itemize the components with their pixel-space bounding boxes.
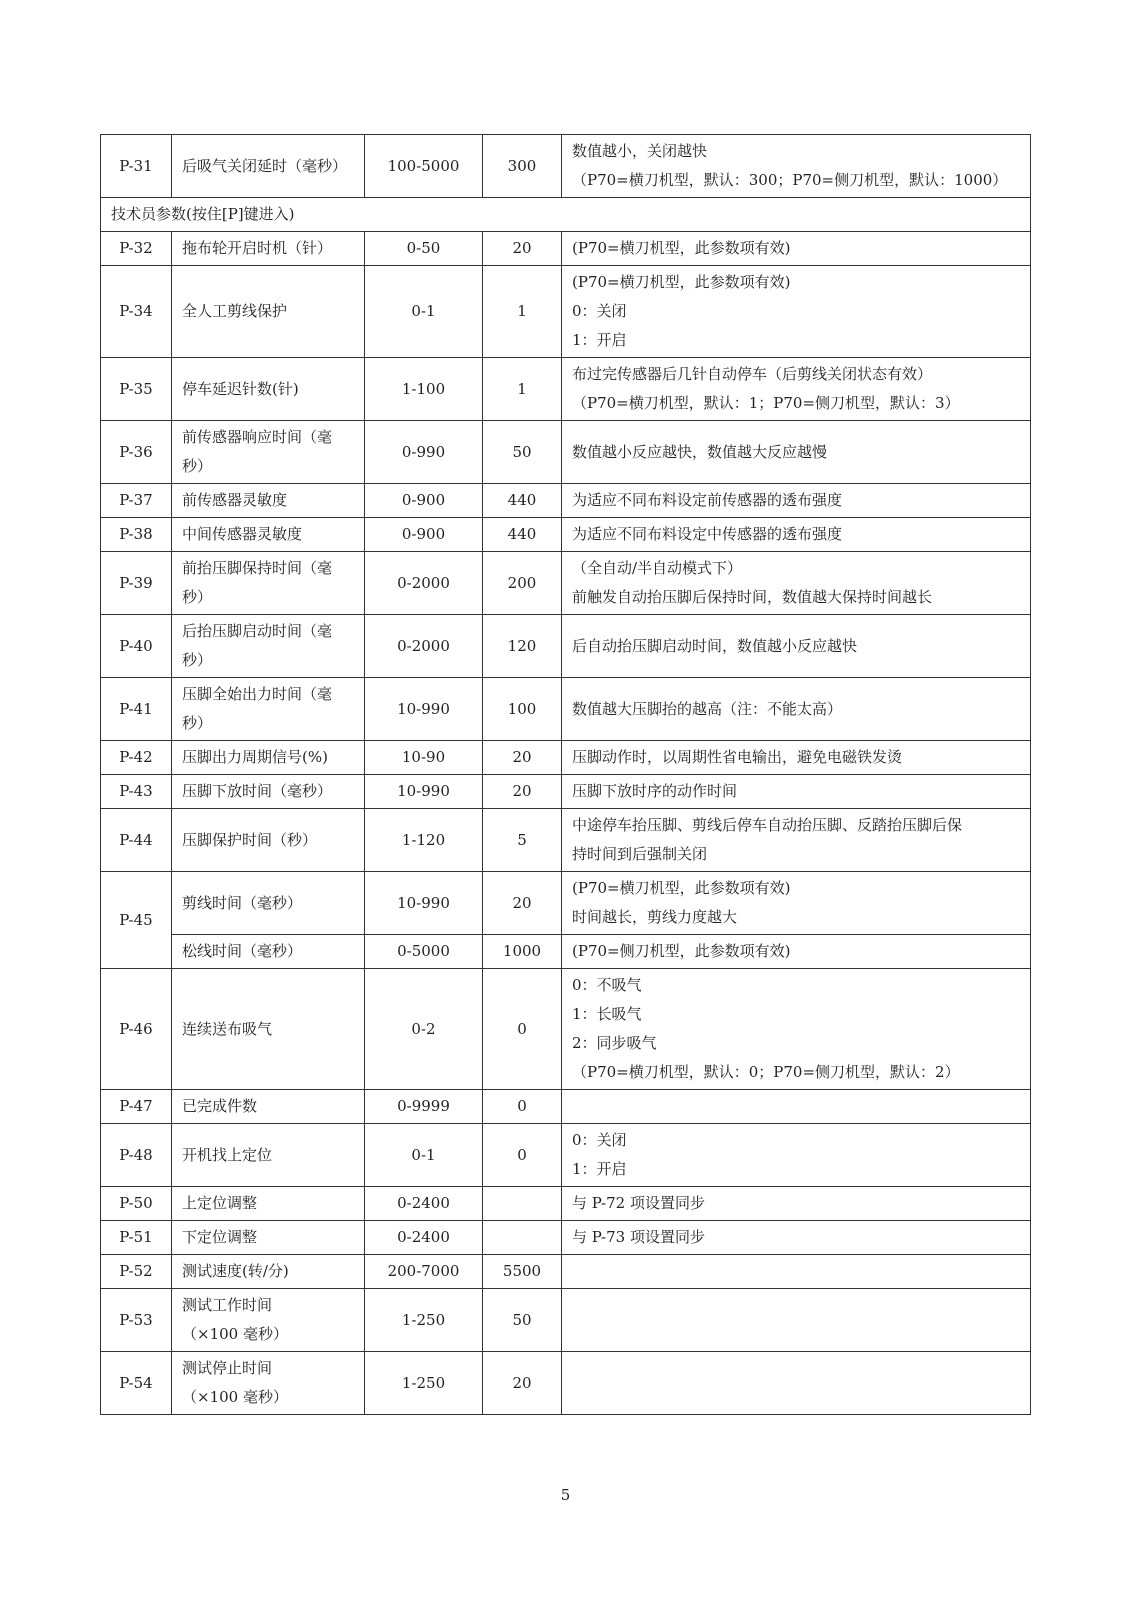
param-default: 1	[483, 358, 562, 421]
param-name	[172, 615, 365, 678]
param-description-line: 持时间到后强制关闭	[572, 845, 708, 863]
param-default: 120	[483, 615, 562, 678]
param-name	[172, 232, 365, 266]
param-range: 0-50	[365, 232, 483, 266]
param-description	[562, 518, 1031, 552]
section-title: 技术员参数(按住[P]键进入)	[101, 198, 1031, 232]
param-default: 440	[483, 518, 562, 552]
param-range: 1-250	[365, 1289, 483, 1352]
param-name	[172, 935, 365, 969]
param-description	[562, 809, 1031, 872]
param-range: 0-9999	[365, 1090, 483, 1124]
section-row	[101, 198, 1031, 232]
param-name-line: 秒）	[182, 457, 213, 475]
param-description	[562, 615, 1031, 678]
param-name-line: 秒）	[182, 714, 213, 732]
param-description-line: 时间越长，剪线力度越大	[572, 908, 738, 926]
param-description-line: 为适应不同布料设定中传感器的透布强度	[572, 525, 843, 543]
param-name-line: 压脚下放时间（毫秒）	[182, 782, 333, 800]
param-range: 10-90	[365, 741, 483, 775]
param-description	[562, 266, 1031, 358]
param-code: P-34	[101, 266, 172, 358]
param-code: P-54	[101, 1352, 172, 1415]
param-range: 0-1	[365, 1124, 483, 1187]
param-description	[562, 1352, 1031, 1415]
param-range: 0-2	[365, 969, 483, 1090]
table-row	[101, 935, 1031, 969]
param-description-line: （全自动/半自动模式下）	[572, 559, 743, 577]
param-default: 50	[483, 421, 562, 484]
param-name-line: 前抬压脚保持时间（毫	[182, 559, 333, 577]
param-default: 5	[483, 809, 562, 872]
param-code: P-35	[101, 358, 172, 421]
param-name-line: （×100 毫秒）	[182, 1325, 288, 1343]
param-name	[172, 775, 365, 809]
param-default: 1	[483, 266, 562, 358]
param-description-line: （P70=横刀机型，默认：1；P70=侧刀机型，默认：3）	[572, 394, 960, 412]
param-name-line: 后抬压脚启动时间（毫	[182, 622, 333, 640]
table-body-before	[101, 135, 1031, 198]
param-name-line: 压脚保护时间（秒）	[182, 830, 318, 849]
table-row	[101, 484, 1031, 518]
param-description-line: (P70=横刀机型，此参数项有效)	[572, 879, 791, 897]
param-code: P-42	[101, 741, 172, 775]
param-range: 0-1	[365, 266, 483, 358]
param-name	[172, 1255, 365, 1289]
param-description-line: （P70=横刀机型，默认：0；P70=侧刀机型，默认：2）	[572, 1063, 960, 1081]
param-code: P-43	[101, 775, 172, 809]
param-name	[172, 421, 365, 484]
param-default: 5500	[483, 1255, 562, 1289]
param-description-line: 1：开启	[572, 1160, 627, 1178]
table-row	[101, 678, 1031, 741]
param-description	[562, 135, 1031, 198]
param-code: P-31	[101, 135, 172, 198]
param-description	[562, 1124, 1031, 1187]
param-default: 20	[483, 775, 562, 809]
param-description-line: 2：同步吸气	[572, 1034, 657, 1052]
table-row	[101, 232, 1031, 266]
param-description-line: 0：不吸气	[572, 976, 642, 994]
param-description-line: 0：关闭	[572, 302, 627, 320]
param-description	[562, 1289, 1031, 1352]
parameter-table	[100, 134, 1031, 1415]
param-description-line: 数值越小，关闭越快	[572, 142, 708, 160]
table-row	[101, 518, 1031, 552]
param-code: P-46	[101, 969, 172, 1090]
param-description-line: 布过完传感器后几针自动停车（后剪线关闭状态有效）	[572, 365, 933, 383]
param-name-line: 上定位调整	[182, 1194, 258, 1212]
param-description	[562, 969, 1031, 1090]
param-code: P-53	[101, 1289, 172, 1352]
param-name	[172, 678, 365, 741]
table-row	[101, 615, 1031, 678]
table-row	[101, 1221, 1031, 1255]
param-name	[172, 1090, 365, 1124]
param-name-line: 剪线时间（毫秒）	[182, 893, 303, 912]
param-name-line: 下定位调整	[182, 1228, 258, 1246]
param-description-line: 压脚动作时，以周期性省电输出，避免电磁铁发烫	[572, 748, 903, 766]
table-row	[101, 1352, 1031, 1415]
param-name	[172, 1352, 365, 1415]
table-row	[101, 809, 1031, 872]
param-description-line: (P70=横刀机型，此参数项有效)	[572, 273, 791, 291]
table-row	[101, 266, 1031, 358]
param-description-line: 中途停车抬压脚、剪线后停车自动抬压脚、反踏抬压脚后保	[572, 816, 963, 834]
param-name	[172, 1289, 365, 1352]
param-description-line: 0：关闭	[572, 1131, 627, 1149]
param-description	[562, 484, 1031, 518]
param-description-line: 与 P-72 项设置同步	[572, 1194, 705, 1212]
param-default: 20	[483, 872, 562, 935]
param-code: P-36	[101, 421, 172, 484]
param-description-line: 1：长吸气	[572, 1005, 642, 1023]
param-name-line: 开机找上定位	[182, 1145, 273, 1164]
param-description-line: 与 P-73 项设置同步	[572, 1228, 705, 1246]
table-row	[101, 741, 1031, 775]
param-name-line: 测试工作时间	[182, 1296, 273, 1314]
param-default: 0	[483, 969, 562, 1090]
param-name-line: 全人工剪线保护	[182, 302, 288, 320]
table-body-after	[101, 232, 1031, 1415]
param-description	[562, 421, 1031, 484]
param-range: 0-2000	[365, 615, 483, 678]
param-description-line: 数值越大压脚抬的越高（注：不能太高）	[572, 699, 843, 718]
param-description	[562, 232, 1031, 266]
param-description	[562, 552, 1031, 615]
param-name-line: 前传感器响应时间（毫	[182, 428, 333, 446]
param-name	[172, 741, 365, 775]
param-range: 0-2000	[365, 552, 483, 615]
param-name	[172, 358, 365, 421]
param-code: P-50	[101, 1187, 172, 1221]
param-code: P-44	[101, 809, 172, 872]
param-description	[562, 741, 1031, 775]
param-range: 1-120	[365, 809, 483, 872]
param-code: P-32	[101, 232, 172, 266]
param-code: P-38	[101, 518, 172, 552]
param-default: 20	[483, 1352, 562, 1415]
param-name-line: 停车延迟针数(针)	[182, 379, 299, 398]
param-name	[172, 552, 365, 615]
param-description-line: (P70=侧刀机型，此参数项有效)	[572, 942, 791, 960]
table-row	[101, 552, 1031, 615]
table-row	[101, 1187, 1031, 1221]
param-description	[562, 678, 1031, 741]
param-code: P-51	[101, 1221, 172, 1255]
param-description-line: 后自动抬压脚启动时间，数值越小反应越快	[572, 636, 858, 655]
param-name-line: 前传感器灵敏度	[182, 491, 288, 509]
param-name	[172, 1187, 365, 1221]
param-code: P-45	[101, 872, 172, 969]
param-description	[562, 775, 1031, 809]
param-name-line: 松线时间（毫秒）	[182, 942, 303, 960]
param-description-line: 压脚下放时序的动作时间	[572, 782, 738, 800]
param-default: 1000	[483, 935, 562, 969]
param-description-line: (P70=横刀机型，此参数项有效)	[572, 239, 791, 257]
param-range: 1-100	[365, 358, 483, 421]
param-range: 10-990	[365, 775, 483, 809]
param-code: P-52	[101, 1255, 172, 1289]
param-range: 10-990	[365, 872, 483, 935]
param-name-line: 连续送布吸气	[182, 1019, 273, 1038]
param-name-line: 已完成件数	[182, 1097, 258, 1115]
param-description-line: （P70=横刀机型，默认：300；P70=侧刀机型，默认：1000）	[572, 171, 1008, 189]
param-description-line: 为适应不同布料设定前传感器的透布强度	[572, 491, 843, 509]
param-description	[562, 1221, 1031, 1255]
param-range: 0-990	[365, 421, 483, 484]
param-name	[172, 1221, 365, 1255]
table-row	[101, 969, 1031, 1090]
table-row	[101, 1289, 1031, 1352]
section-header	[101, 198, 1031, 232]
param-description	[562, 1187, 1031, 1221]
param-name-line: 后吸气关闭延时（毫秒）	[182, 156, 348, 175]
table-row	[101, 1124, 1031, 1187]
param-description	[562, 872, 1031, 935]
param-range: 100-5000	[365, 135, 483, 198]
param-range: 0-5000	[365, 935, 483, 969]
param-name-line: 秒）	[182, 588, 213, 606]
table-row	[101, 1255, 1031, 1289]
param-range: 0-2400	[365, 1221, 483, 1255]
param-name	[172, 518, 365, 552]
param-description	[562, 1090, 1031, 1124]
param-name	[172, 872, 365, 935]
param-name-line: 拖布轮开启时机（针）	[182, 239, 333, 257]
param-default	[483, 1221, 562, 1255]
param-name-line: 测试停止时间	[182, 1359, 273, 1377]
table-row	[101, 872, 1031, 935]
table-row	[101, 421, 1031, 484]
param-name-line: 秒）	[182, 651, 213, 669]
param-range: 0-900	[365, 518, 483, 552]
param-name	[172, 1124, 365, 1187]
param-name-line: （×100 毫秒）	[182, 1388, 288, 1406]
param-name	[172, 809, 365, 872]
param-code: P-37	[101, 484, 172, 518]
param-default: 0	[483, 1124, 562, 1187]
table-row	[101, 358, 1031, 421]
param-default	[483, 1187, 562, 1221]
table-row	[101, 135, 1031, 198]
table-row	[101, 1090, 1031, 1124]
param-description-line: 前触发自动抬压脚后保持时间，数值越大保持时间越长	[572, 588, 933, 606]
page-number: 5	[560, 1486, 571, 1504]
param-name-line: 压脚全始出力时间（毫	[182, 685, 333, 703]
param-description	[562, 935, 1031, 969]
param-default: 20	[483, 741, 562, 775]
param-default: 440	[483, 484, 562, 518]
param-range: 1-250	[365, 1352, 483, 1415]
param-description	[562, 358, 1031, 421]
param-default: 50	[483, 1289, 562, 1352]
param-code: P-48	[101, 1124, 172, 1187]
param-code: P-39	[101, 552, 172, 615]
param-range: 10-990	[365, 678, 483, 741]
param-name	[172, 266, 365, 358]
param-name	[172, 135, 365, 198]
param-description	[562, 1255, 1031, 1289]
param-code: P-41	[101, 678, 172, 741]
param-name-line: 中间传感器灵敏度	[182, 525, 303, 543]
param-name-line: 测试速度(转/分)	[182, 1262, 289, 1280]
param-code: P-40	[101, 615, 172, 678]
param-name	[172, 484, 365, 518]
param-name-line: 压脚出力周期信号(%)	[182, 748, 328, 766]
param-range: 0-900	[365, 484, 483, 518]
param-description-line: 1：开启	[572, 331, 627, 349]
param-range: 200-7000	[365, 1255, 483, 1289]
param-code: P-47	[101, 1090, 172, 1124]
param-default: 100	[483, 678, 562, 741]
param-default: 20	[483, 232, 562, 266]
param-default: 200	[483, 552, 562, 615]
param-range: 0-2400	[365, 1187, 483, 1221]
param-description-line: 数值越小反应越快，数值越大反应越慢	[572, 442, 828, 461]
param-default: 0	[483, 1090, 562, 1124]
param-default: 300	[483, 135, 562, 198]
table-row	[101, 775, 1031, 809]
param-name	[172, 969, 365, 1090]
